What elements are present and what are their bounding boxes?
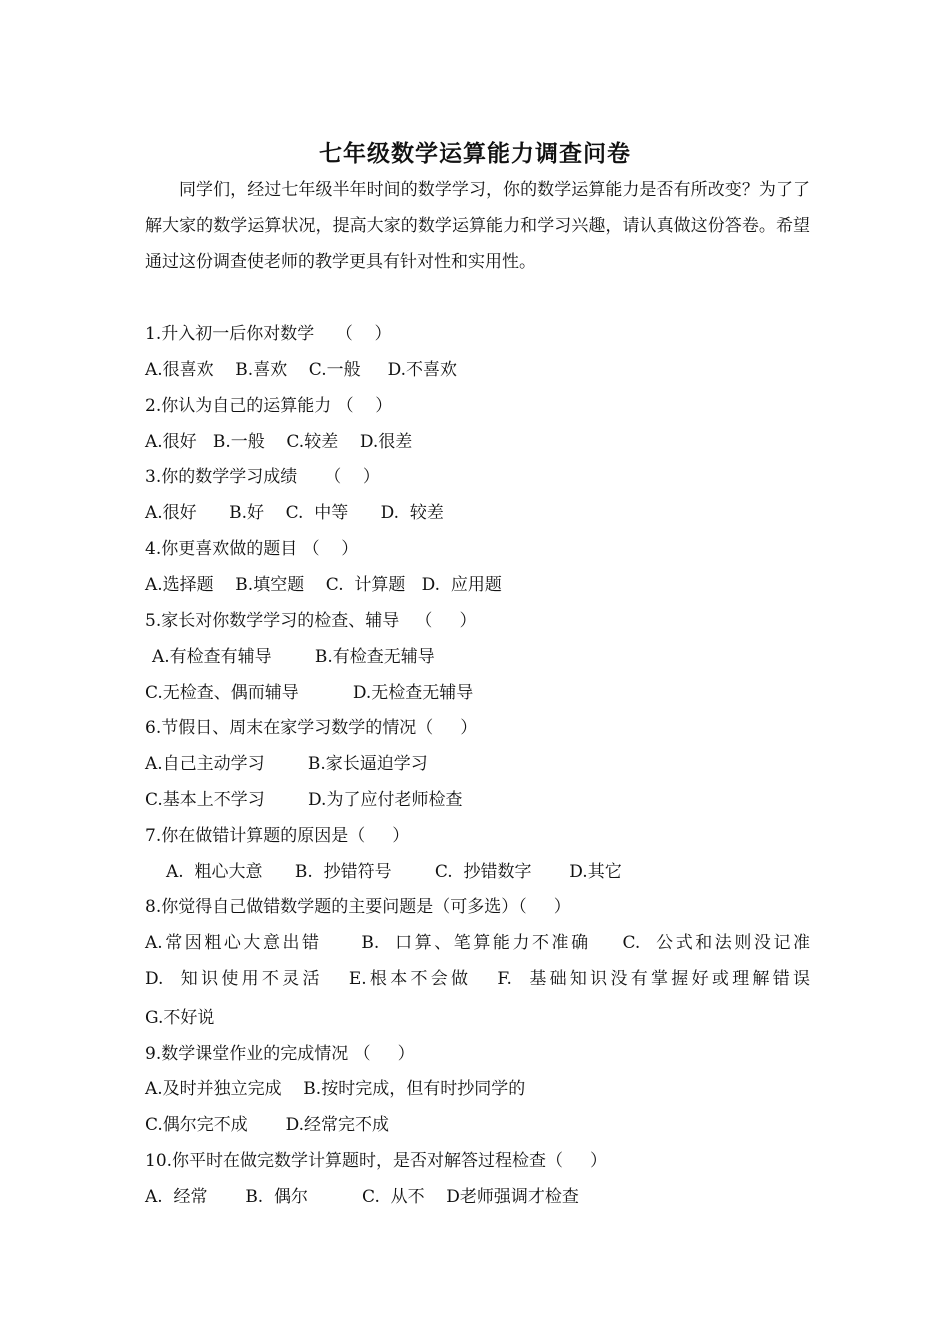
question-8-options-row2: D. 知识使用不灵活 E.根本不会做 F. 基础知识没有掌握好或理解错误 <box>145 969 810 989</box>
question-5-options-row1: A.有检查有辅导 B.有检查无辅导 <box>152 647 435 667</box>
intro-paragraph: 同学们，经过七年级半年时间的数学学习，你的数学运算能力是否有所改变？为了了解大家的数学运算状况，提高大家的数学运算能力和学习兴趣，请认真做这份答卷。希望通过这份调查使老师的教学更具有针对性和实用性。 <box>145 180 810 272</box>
question-6: 6.节假日、周末在家学习数学的情况（ ） <box>145 718 478 738</box>
question-9: 9.数学课堂作业的完成情况 （ ） <box>145 1044 415 1064</box>
page-title: 七年级数学运算能力调查问卷 <box>319 140 631 167</box>
question-7: 7.你在做错计算题的原因是（ ） <box>145 826 410 846</box>
question-9-options-row1: A.及时并独立完成 B.按时完成，但有时抄同学的 <box>145 1079 526 1099</box>
question-5: 5.家长对你数学学习的检查、辅导 （ ） <box>145 611 477 631</box>
question-7-options: A. 粗心大意 B. 抄错符号 C. 抄错数字 D.其它 <box>166 862 622 882</box>
question-10-options: A. 经常 B. 偶尔 C. 从不 D老师强调才检查 <box>145 1187 579 1207</box>
question-8-options-row3: G.不好说 <box>145 1008 215 1028</box>
question-9-options-row2: C.偶尔完不成 D.经常完不成 <box>145 1115 390 1135</box>
question-1: 1.升入初一后你对数学 （ ） <box>145 324 392 344</box>
question-2-options: A.很好 B.一般 C.较差 D.很差 <box>145 432 413 452</box>
question-4-options: A.选择题 B.填空题 C. 计算题 D. 应用题 <box>145 575 502 595</box>
question-5-options-row2: C.无检查、偶而辅导 D.无检查无辅导 <box>145 683 474 703</box>
question-8: 8.你觉得自己做错数学题的主要问题是（可多选）（ ） <box>145 897 571 917</box>
question-8-options-row1: A.常因粗心大意出错 B. 口算、笔算能力不准确 C. 公式和法则没记准 <box>145 933 810 953</box>
question-10: 10.你平时在做完数学计算题时，是否对解答过程检查（ ） <box>145 1151 608 1171</box>
question-4: 4.你更喜欢做的题目 （ ） <box>145 539 359 559</box>
question-3-options: A.很好 B.好 C. 中等 D. 较差 <box>145 503 444 523</box>
question-2: 2.你认为自己的运算能力 （ ） <box>145 396 393 416</box>
question-6-options-row1: A.自己主动学习 B.家长逼迫学习 <box>145 754 428 774</box>
question-6-options-row2: C.基本上不学习 D.为了应付老师检查 <box>145 790 463 810</box>
question-3: 3.你的数学学习成绩 （ ） <box>145 467 380 487</box>
question-1-options: A.很喜欢 B.喜欢 C.一般 D.不喜欢 <box>145 360 458 380</box>
